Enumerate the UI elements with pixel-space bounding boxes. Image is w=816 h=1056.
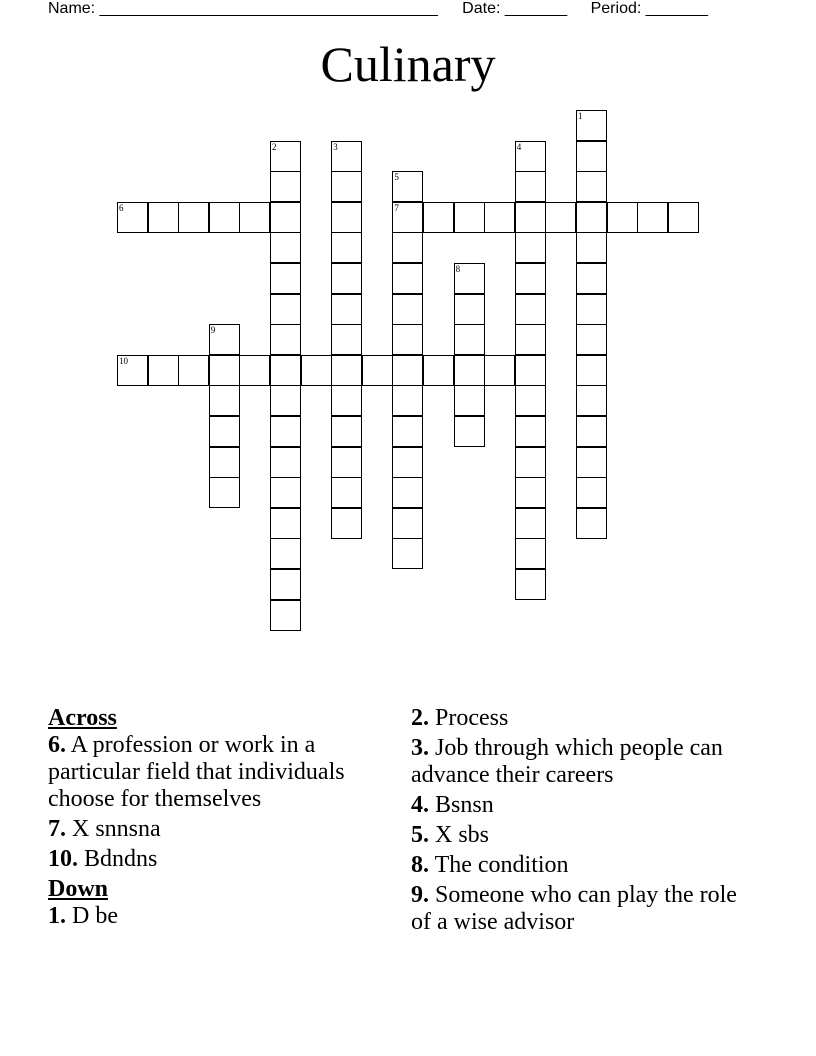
clue-across-6 xyxy=(48,732,398,813)
crossword-cell[interactable] xyxy=(515,447,546,478)
crossword-cell[interactable] xyxy=(423,202,454,233)
clue-number-label: 9 xyxy=(210,325,216,336)
crossword-cell[interactable] xyxy=(637,202,668,233)
clue-text: Bdndns xyxy=(78,846,158,872)
down-heading: Down xyxy=(48,876,109,902)
clue-down-2 xyxy=(411,705,751,732)
crossword-cell[interactable] xyxy=(576,385,607,416)
crossword-cell[interactable] xyxy=(484,202,515,233)
crossword-cell[interactable] xyxy=(515,385,546,416)
crossword-cell[interactable] xyxy=(270,600,301,631)
crossword-cell[interactable] xyxy=(270,538,301,569)
crossword-cell[interactable] xyxy=(454,202,485,233)
clue-across-10 xyxy=(48,846,398,873)
crossword-cell[interactable] xyxy=(392,294,423,325)
date-field[interactable]: Date: _______ xyxy=(462,0,568,17)
crossword-cell[interactable] xyxy=(209,447,240,478)
clue-number: 1. xyxy=(48,903,66,929)
crossword-cell[interactable] xyxy=(576,447,607,478)
crossword-cell[interactable] xyxy=(515,477,546,508)
puzzle-title: Culinary xyxy=(320,36,496,92)
crossword-cell[interactable] xyxy=(392,508,423,539)
crossword-cell[interactable] xyxy=(392,477,423,508)
crossword-cell[interactable] xyxy=(331,294,362,325)
crossword-cell[interactable] xyxy=(576,294,607,325)
clue-down-1 xyxy=(48,903,398,930)
crossword-cell[interactable] xyxy=(515,538,546,569)
crossword-cell[interactable] xyxy=(423,355,454,386)
crossword-cell[interactable] xyxy=(331,416,362,447)
crossword-cell[interactable] xyxy=(331,355,362,386)
crossword-cell[interactable] xyxy=(392,385,423,416)
crossword-cell[interactable] xyxy=(392,416,423,447)
crossword-cell[interactable] xyxy=(515,416,546,447)
clue-down-8 xyxy=(411,852,751,879)
period-field[interactable]: Period: _______ xyxy=(590,0,709,17)
clue-down-9 xyxy=(411,882,751,936)
crossword-cell[interactable] xyxy=(392,232,423,263)
clue-text: X sbs xyxy=(429,822,490,848)
crossword-cell[interactable] xyxy=(301,355,332,386)
clue-text: Someone who can play the role of a wise advisor xyxy=(411,882,737,935)
clue-across-7 xyxy=(48,816,398,843)
crossword-cell[interactable] xyxy=(576,141,607,172)
crossword-cell[interactable] xyxy=(331,447,362,478)
crossword-cell[interactable] xyxy=(576,171,607,202)
clue-number: 6. xyxy=(48,732,66,758)
crossword-cell[interactable] xyxy=(515,232,546,263)
clue-text: D be xyxy=(66,903,118,929)
crossword-cell[interactable] xyxy=(270,416,301,447)
crossword-cell[interactable] xyxy=(270,171,301,202)
crossword-cell[interactable] xyxy=(331,232,362,263)
clue-number-label: 6 xyxy=(119,202,124,213)
crossword-cell[interactable] xyxy=(239,202,270,233)
name-field[interactable]: Name: ______________________________________ xyxy=(48,0,438,17)
crossword-cell[interactable] xyxy=(545,202,576,233)
clue-text: A profession or work in a particular field that individuals choose for themselves xyxy=(48,732,345,812)
crossword-cell[interactable] xyxy=(362,355,393,386)
crossword-cell[interactable] xyxy=(178,355,209,386)
crossword-cell[interactable] xyxy=(515,294,546,325)
crossword-cell[interactable] xyxy=(209,416,240,447)
clue-number-label: 5 xyxy=(394,172,399,183)
crossword-cell[interactable] xyxy=(454,294,485,325)
crossword-cell[interactable] xyxy=(148,355,179,386)
clue-number-label: 8 xyxy=(455,264,461,274)
crossword-cell[interactable] xyxy=(209,202,240,233)
crossword-cell[interactable] xyxy=(576,416,607,447)
crossword-cell[interactable] xyxy=(515,324,546,355)
crossword-cell[interactable] xyxy=(209,355,240,386)
clue-number-label: 3 xyxy=(333,141,338,152)
clue-number-label: 10 xyxy=(119,355,128,366)
crossword-cell[interactable] xyxy=(148,202,179,233)
clue-number-label: 4 xyxy=(516,141,522,152)
crossword-cell[interactable] xyxy=(331,477,362,508)
crossword-cell[interactable] xyxy=(270,508,301,539)
crossword-cell[interactable] xyxy=(270,385,301,416)
crossword-cell[interactable] xyxy=(576,477,607,508)
clue-number: 8. xyxy=(411,852,429,878)
crossword-cell[interactable] xyxy=(331,324,362,355)
crossword-cell[interactable] xyxy=(454,355,485,386)
crossword-cell[interactable] xyxy=(270,232,301,263)
crossword-cell[interactable] xyxy=(576,232,607,263)
crossword-cell[interactable] xyxy=(515,171,546,202)
clue-number: 5. xyxy=(411,822,429,848)
crossword-cell[interactable] xyxy=(607,202,638,233)
clues-column-right xyxy=(411,705,751,939)
crossword-cell[interactable] xyxy=(576,263,607,294)
clue-down-3 xyxy=(411,735,751,789)
clue-text: Process xyxy=(429,705,509,731)
clue-number-label: 2 xyxy=(272,141,277,152)
crossword-cell[interactable] xyxy=(209,385,240,416)
crossword-cell[interactable] xyxy=(331,263,362,294)
crossword-cell[interactable] xyxy=(270,202,301,233)
clue-number: 3. xyxy=(411,735,429,761)
crossword-cell[interactable] xyxy=(515,263,546,294)
crossword-cell[interactable] xyxy=(392,538,423,569)
clue-number: 2. xyxy=(411,705,429,731)
crossword-cell[interactable] xyxy=(331,202,362,233)
crossword-cell[interactable] xyxy=(668,202,699,233)
crossword-cell[interactable] xyxy=(576,202,607,233)
clue-number: 4. xyxy=(411,792,429,818)
crossword-cell[interactable] xyxy=(576,324,607,355)
crossword-cell[interactable] xyxy=(392,355,423,386)
crossword-cell[interactable] xyxy=(484,355,515,386)
crossword-cell[interactable] xyxy=(270,294,301,325)
crossword-cell[interactable] xyxy=(239,355,270,386)
crossword-cell[interactable] xyxy=(270,447,301,478)
crossword-cell[interactable] xyxy=(515,202,546,233)
clue-text: The condition xyxy=(429,852,569,878)
clue-text: Bsnsn xyxy=(429,792,494,818)
clue-number: 9. xyxy=(411,882,429,908)
crossword-cell[interactable] xyxy=(515,569,546,600)
crossword-cell[interactable] xyxy=(454,385,485,416)
crossword-cell[interactable] xyxy=(331,385,362,416)
crossword-cell[interactable] xyxy=(576,355,607,386)
crossword-cell[interactable] xyxy=(331,508,362,539)
crossword-cell[interactable] xyxy=(270,263,301,294)
crossword-cell[interactable] xyxy=(392,324,423,355)
across-heading: Across xyxy=(48,705,117,731)
clue-number: 7. xyxy=(48,816,66,842)
crossword-cell[interactable] xyxy=(392,263,423,294)
clue-text: X snnsna xyxy=(66,816,161,842)
clue-number-label: 1 xyxy=(578,111,583,121)
crossword-cell[interactable] xyxy=(576,508,607,539)
crossword-cell[interactable] xyxy=(270,355,301,386)
crossword-cell[interactable] xyxy=(270,324,301,355)
crossword-cell[interactable] xyxy=(454,416,485,447)
crossword-cell[interactable] xyxy=(392,447,423,478)
crossword-cell[interactable] xyxy=(270,477,301,508)
crossword-cell[interactable] xyxy=(515,355,546,386)
clue-number: 10. xyxy=(48,846,78,872)
crossword-cell[interactable] xyxy=(331,171,362,202)
clue-text: Job through which people can advance their careers xyxy=(411,735,723,788)
crossword-cell[interactable] xyxy=(454,324,485,355)
crossword-cell[interactable] xyxy=(515,508,546,539)
clue-down-5 xyxy=(411,822,751,849)
clues-column-left xyxy=(48,705,398,933)
crossword-cell[interactable] xyxy=(209,477,240,508)
crossword-cell[interactable] xyxy=(270,569,301,600)
clue-number-label: 7 xyxy=(394,202,399,213)
crossword-cell[interactable] xyxy=(178,202,209,233)
clue-down-4 xyxy=(411,792,751,819)
